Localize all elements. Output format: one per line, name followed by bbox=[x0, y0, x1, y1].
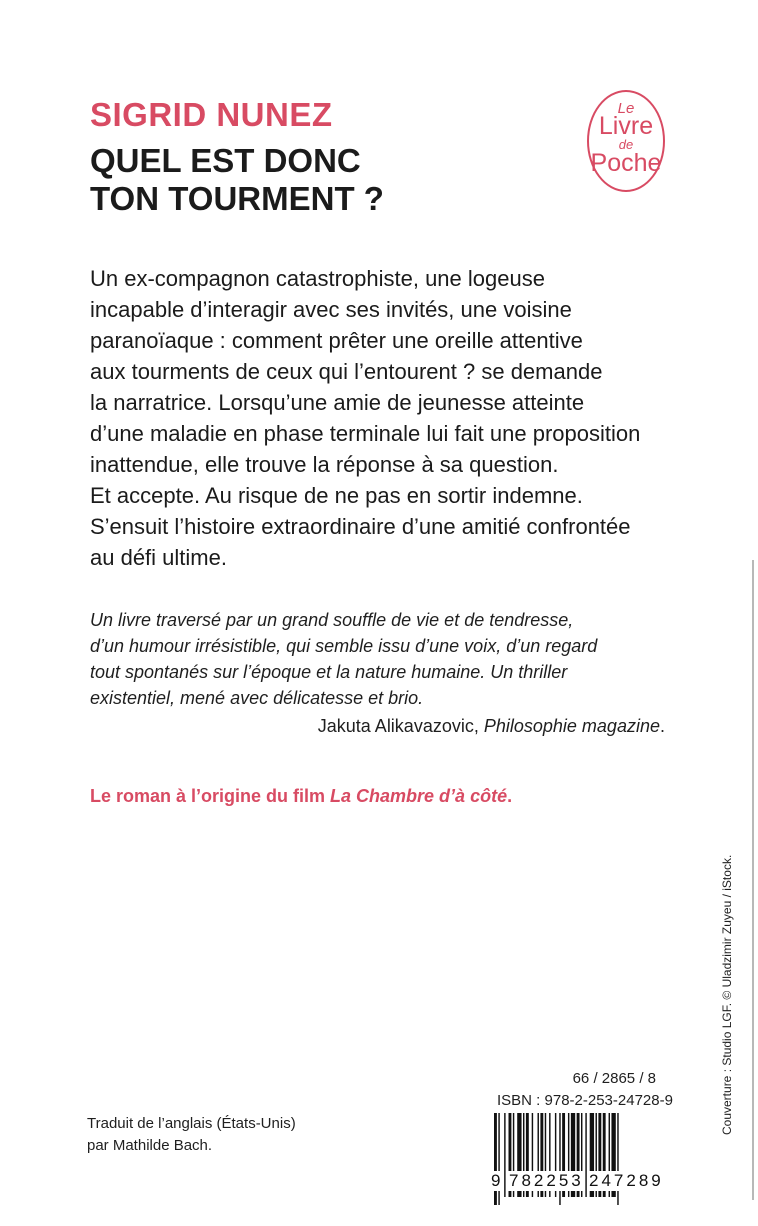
logo-text-poche: Poche bbox=[590, 149, 662, 177]
barcode-bar bbox=[494, 1113, 497, 1205]
quote-line: d’un humour irrésistible, qui semble issu d’une voix, d’un regard bbox=[90, 636, 598, 656]
translator-credit bbox=[87, 1113, 296, 1157]
barcode-digits-right: 247289 bbox=[589, 1171, 664, 1190]
book-title-line-2: TON TOURMENT ? bbox=[90, 180, 384, 217]
quote-author: Jakuta Alikavazovic, bbox=[317, 716, 479, 736]
barcode-digits-left: 782253 bbox=[509, 1171, 584, 1190]
spine-edge bbox=[752, 560, 754, 1200]
film-note bbox=[90, 786, 512, 807]
isbn-number: ISBN : 978-2-253-24728-9 bbox=[497, 1092, 673, 1109]
summary-line: S’ensuit l’histoire extraordinaire d’une amitié confrontée bbox=[90, 514, 631, 539]
summary-paragraph bbox=[90, 263, 690, 573]
barcode-bar bbox=[585, 1113, 586, 1197]
logo-text-le: Le bbox=[617, 100, 635, 117]
barcode-bar bbox=[559, 1113, 560, 1205]
summary-line: paranoïaque : comment prêter une oreille attentive bbox=[90, 328, 583, 353]
summary-line: au défi ultime. bbox=[90, 545, 227, 570]
book-title-line-1: QUEL EST DONC bbox=[90, 142, 361, 179]
quote-line: Un livre traversé par un grand souffle de vie et de tendresse, bbox=[90, 610, 574, 630]
barcode bbox=[486, 1113, 670, 1209]
summary-line: incapable d’interagir avec ses invités, une voisine bbox=[90, 297, 572, 322]
film-note-prefix: Le roman à l’origine du film bbox=[90, 786, 331, 806]
summary-line: d’une maladie en phase terminale lui fait une proposition bbox=[90, 421, 641, 446]
catalog-code: 66 / 2865 / 8 bbox=[572, 1070, 656, 1087]
quote-attribution bbox=[90, 713, 665, 739]
barcode-bar bbox=[498, 1113, 499, 1205]
barcode-digit-first: 9 bbox=[491, 1171, 504, 1190]
author-name: SIGRID NUNEZ bbox=[90, 96, 333, 133]
quote-end: . bbox=[659, 716, 665, 736]
summary-line: aux tourments de ceux qui l’entourent ? se demande bbox=[90, 359, 603, 384]
logo-text-de: de bbox=[618, 137, 634, 152]
summary-line: la narratrice. Lorsqu’une amie de jeunesse atteinte bbox=[90, 390, 585, 415]
translator-line-1: Traduit de l’anglais (États-Unis) bbox=[87, 1115, 296, 1132]
quote-line: tout spontanés sur l’époque et la nature humaine. Un thriller bbox=[90, 662, 568, 682]
logo-text-livre: Livre bbox=[598, 112, 654, 140]
cover-credit: Couverture : Studio LGF. © Uladzimir Zuyeu / iStock. bbox=[720, 854, 734, 1135]
summary-line: inattendue, elle trouve la réponse à sa question. bbox=[90, 452, 559, 477]
film-title: La Chambre d’à côté bbox=[330, 786, 508, 806]
publisher-logo bbox=[587, 90, 665, 192]
translator-line-2: par Mathilde Bach. bbox=[87, 1137, 213, 1154]
review-quote bbox=[90, 607, 680, 711]
quote-line: existentiel, mené avec délicatesse et brio. bbox=[90, 688, 424, 708]
book-title bbox=[90, 142, 384, 218]
barcode-bar bbox=[617, 1113, 618, 1205]
summary-line: Et accepte. Au risque de ne pas en sortir indemne. bbox=[90, 483, 583, 508]
film-note-suffix: . bbox=[507, 786, 513, 806]
summary-line: Un ex-compagnon catastrophiste, une logeuse bbox=[90, 266, 545, 291]
quote-source: Philosophie magazine bbox=[483, 716, 660, 736]
